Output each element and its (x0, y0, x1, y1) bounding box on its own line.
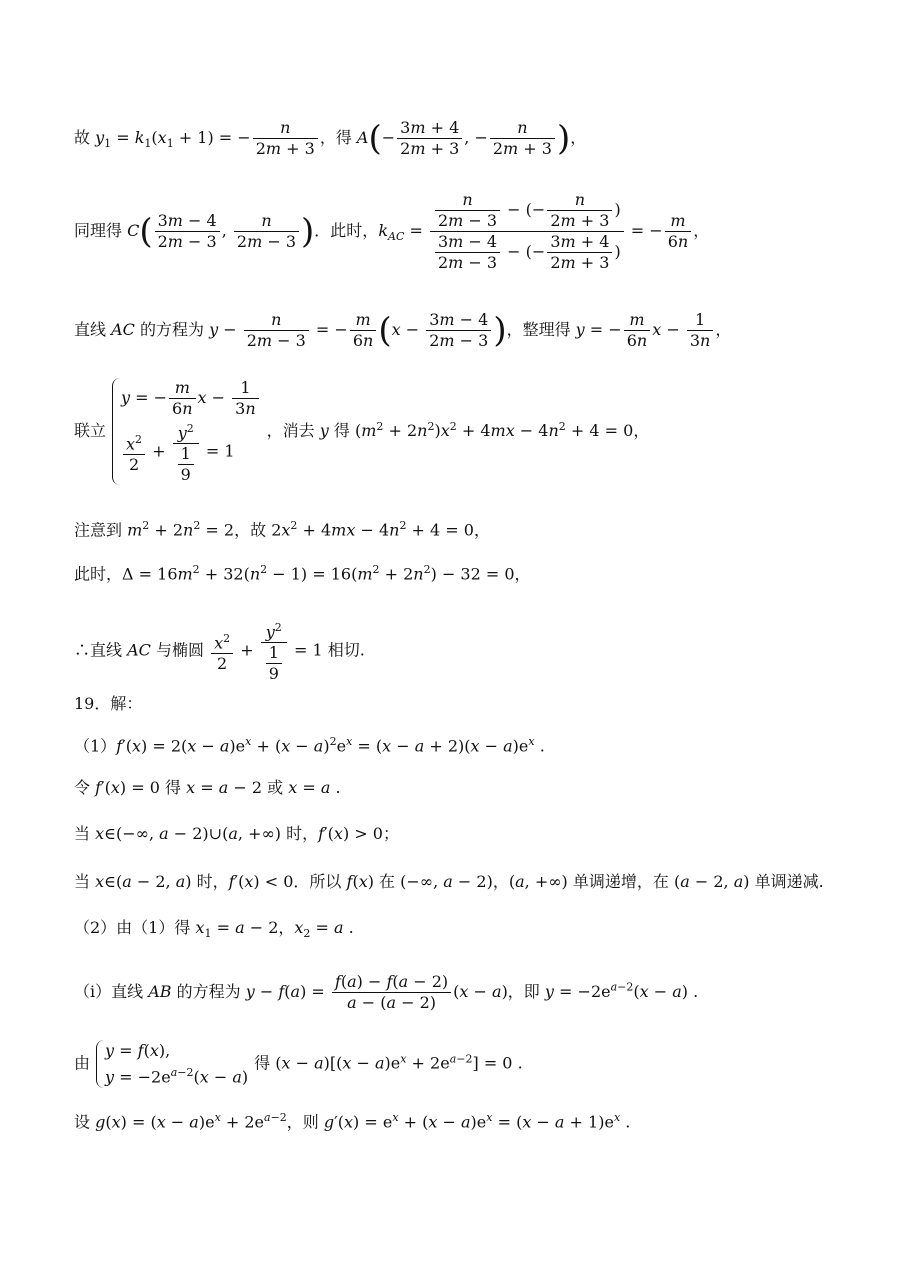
line-2: 同理得 C( $\frac{3m - 4}{2m - 3}$ , $\frac{n}{2m - 3}$ )．此时，$k_{AC}$ = $\frac{n}{2m - 3}$ − (− $\frac{n}{2m + 3}$ ) $\frac{3m - 4}{2m - 3}$ − (− $\frac{3m + 4}{2m + 3}$ ) = − $\frac{m}{6n}$ ， (74, 190, 710, 272)
line-12: 当 x∈(a − 2, a) 时，f′(x) < 0．所以 f(x) 在 (−∞, a − 2)，(a, +∞) 单调递增，在 (a − 2, a) 单调递减. (74, 872, 824, 891)
line-8: 19．解： (74, 694, 143, 713)
line-9: $(1)f'(x) = 2(x - a)e^x + (x - a)^2e^x = (x - a + 2)(x - a)e^x$ . (74, 735, 545, 756)
line-13: （2）由（1）得 $x_1 = a - 2$，$x_2 = a$ . (74, 918, 354, 941)
line-11: 当 x∈(−∞, a − 2)∪(a, +∞) 时，f′(x) > 0； (74, 824, 399, 843)
line-10: 令 f′(x) = 0 得 x = a − 2 或 x = a . (74, 778, 341, 797)
line-1: 故 $y_1 = k_1(x_1 + 1)$ = − $\frac{n}{2m + 3}$ ，得 A(− $\frac{3m + 4}{2m + 3}$ , − $\frac{n}{2m + 3}$ )， (74, 118, 587, 159)
line-7: ∴直线 AC 与椭圆 $\frac{x^2}{2}$ + $\frac{y^2}{\frac{1}{9}}$ = 1 相切. (74, 618, 365, 684)
line-4: 联立 y = − $\frac{m}{6n}$ x − $\frac{1}{3n}$ $\frac{x^2}{2}$ + $\frac{y^2}{\frac{1}{9}}$ = 1 ，消去 y 得 $(m^2 + 2n^2)x^2 + 4mx - 4n^2 + 4 = 0$， (74, 378, 650, 485)
line-14: （ⅰ）直线 AB 的方程为 y − f(a) = $\frac{f(a) - f(a - 2)}{a - (a - 2)}$ (x − a)，即 $y = -2e^{a-2}(x - a)$ . (74, 972, 699, 1012)
line-15: 由 y = f(x), $y = -2e^{a-2}(x - a)$ 得 $(x - a)[(x - a)e^x + 2e^{a-2}] = 0$ . (74, 1041, 523, 1087)
line-5: 注意到 $m^2 + 2n^2 = 2$，故 $2x^2 + 4mx - 4n^2 + 4 = 0$， (74, 519, 490, 540)
line-3: 直线 AC 的方程为 y − $\frac{n}{2m - 3}$ = − $\frac{m}{6n}$ (x − $\frac{3m - 4}{2m - 3}$ )，整理得 y = − $\frac{m}{6n}$ x − $\frac{1}{3n}$ ， (74, 310, 732, 351)
line-6: 此时，$\Delta = 16m^2 + 32(n^2 - 1) = 16(m^2 + 2n^2) - 32 = 0$， (74, 563, 531, 584)
line-16: 设 $g(x) = (x - a)e^x + 2e^{a-2}$，则 $g'(x) = e^x + (x - a)e^x = (x - a + 1)e^x$ . (74, 1111, 631, 1132)
